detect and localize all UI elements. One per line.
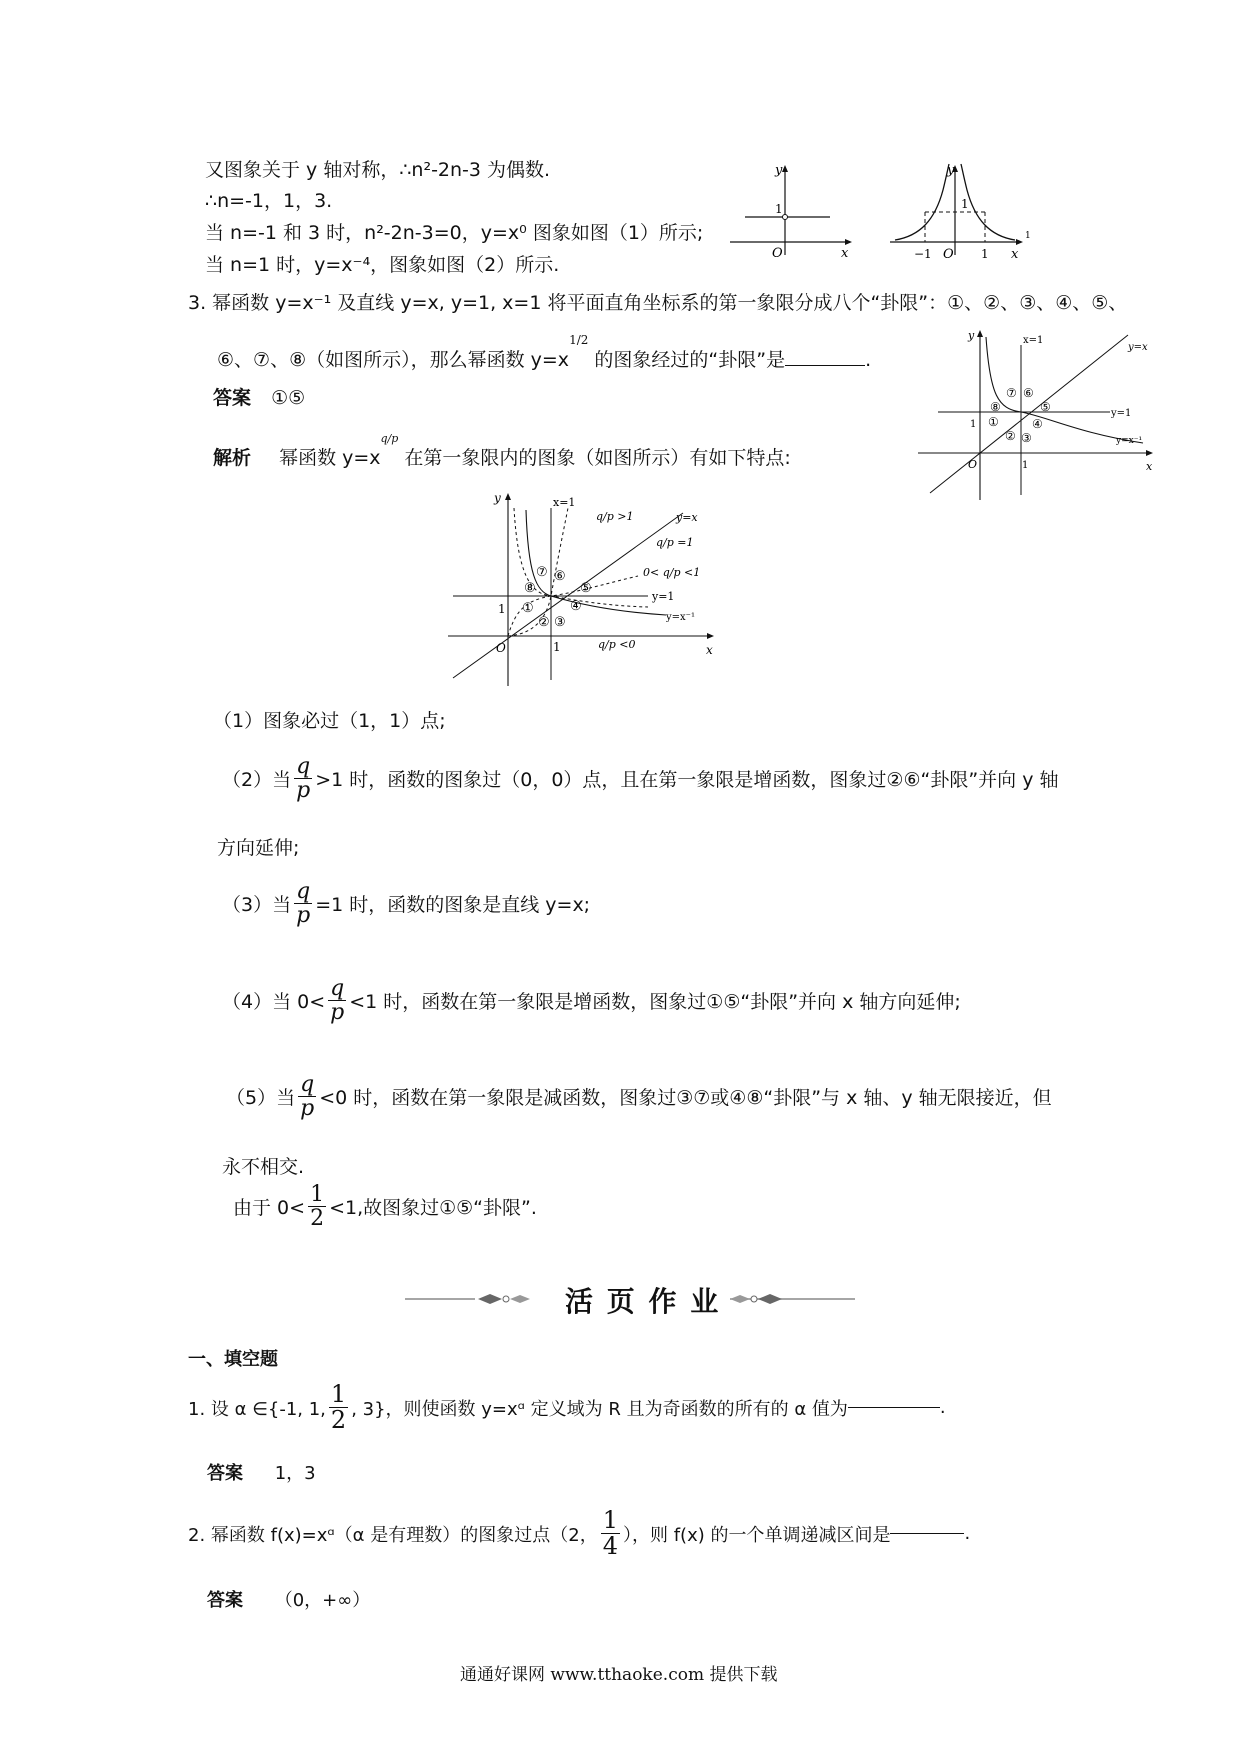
fig2-x-label: x [1011, 247, 1019, 260]
q3-line-2-a: ⑥、⑦、⑧（如图所示），那么幂函数 y=x [217, 349, 570, 371]
exercise-2-answer-value: （0，+∞） [274, 1590, 371, 1611]
exercise-1-answer-blank[interactable] [848, 1407, 940, 1408]
item-5-a: （5）当 [226, 1087, 296, 1110]
item-4-fraction: $\frac{q}{p}$ [330, 976, 345, 1026]
item-6-b: <1,故图象过①⑤“卦限”. [329, 1197, 537, 1220]
q3-analysis-b: 在第一象限内的图象（如图所示）有如下特点: [404, 447, 791, 469]
fig4-case-between: 0< q/p <1 [643, 566, 701, 579]
fig3-region-8: ⑧ [990, 400, 1001, 414]
item-6 [233, 1183, 537, 1230]
item-6-a: 由于 0< [233, 1197, 306, 1220]
fig3-origin: O [968, 458, 978, 471]
page-footer: 通通好课网 www.tthaoke.com 提供下载 [460, 1665, 778, 1685]
fig3-y1-label: y=1 [1111, 408, 1132, 419]
fig4-one-x: 1 [553, 640, 561, 654]
q3-analysis [213, 432, 791, 470]
q3-answer-label: 答案 [213, 387, 252, 409]
item-5 [226, 1073, 1052, 1120]
fig2-edge-mark: 1 [1025, 231, 1031, 241]
q3-analysis-exponent: q/p [380, 432, 399, 445]
fig4-case-gt1: q/p >1 [596, 510, 634, 523]
fig4-region-5: ⑤ [580, 581, 592, 596]
fig1-one: 1 [775, 202, 783, 216]
exercise-2: 2. 幂函数 f(x)=xᵅ（α 是有理数）的图象过点（2， $\frac{1}{4}$ ），则 f(x) 的一个单调递减区间是 . [188, 1506, 971, 1561]
section-banner [400, 1282, 860, 1316]
figure-3-graph [918, 325, 1158, 500]
fig3-x-label: x [1146, 460, 1153, 473]
fig3-x1-label: x=1 [1023, 335, 1044, 346]
fig2-origin: O [943, 247, 954, 260]
exercise-1-fraction: $\frac{1}{2}$ [330, 1380, 347, 1435]
fig3-region-4: ④ [1032, 417, 1043, 431]
exercise-2-b: ），则 f(x) 的一个单调递减区间是 [623, 1524, 891, 1546]
item-2-continued: 方向延伸; [217, 837, 300, 859]
fig4-region-7: ⑦ [536, 565, 548, 580]
fig4-origin: O [496, 641, 506, 655]
q3-answer-blank[interactable] [785, 365, 865, 366]
item-5-fraction: $\frac{q}{p}$ [300, 1072, 315, 1122]
exercise-2-answer [207, 1586, 370, 1612]
q3-line-2-b: 的图象经过的“卦限”是 [594, 349, 786, 371]
exercise-1-answer [207, 1459, 316, 1485]
fig3-region-3: ③ [1021, 431, 1032, 445]
fig4-x-label: x [706, 643, 713, 657]
fig4-case-eq1: q/p =1 [656, 536, 694, 549]
fig3-one-x: 1 [1022, 460, 1029, 471]
item-4-a: （4）当 0< [222, 991, 326, 1014]
fig3-yinv-label: y=x⁻¹ [1116, 436, 1143, 446]
item-5-b: <0 时，函数在第一象限是减函数，图象过③⑦或④⑧“卦限”与 x 轴、y 轴无限接近，但 [319, 1087, 1052, 1110]
intro-line-4: 当 n=1 时，y=x⁻⁴，图象如图（2）所示. [205, 254, 560, 276]
item-2-a: （2）当 [222, 769, 292, 792]
q3-answer [213, 383, 305, 410]
figure-1-graph [725, 160, 860, 260]
fig2-neg-one: −1 [914, 247, 932, 260]
fig4-yinv-label: y=x⁻¹ [666, 612, 695, 623]
q3-analysis-a: 幂函数 y=x [279, 447, 381, 469]
fig3-region-2: ② [1005, 429, 1016, 443]
exercise-1-a: 1. 设 α ∈{-1, 1, [188, 1398, 326, 1420]
item-3-a: （3）当 [222, 894, 292, 917]
fig4-region-1: ① [522, 601, 534, 616]
item-2-b: >1 时，函数的图象过（0，0）点，且在第一象限是增函数，图象过②⑥“卦限”并向 y 轴 [315, 769, 1059, 792]
item-2 [222, 755, 1059, 802]
fig1-y-label: y [775, 163, 783, 178]
intro-line-2: ∴n=-1，1，3. [205, 190, 333, 212]
exercise-1-answer-value: 1，3 [274, 1463, 316, 1484]
fig4-one-y: 1 [498, 602, 506, 616]
q3-answer-value: ①⑤ [271, 387, 306, 409]
item-3-b: =1 时，函数的图象是直线 y=x; [315, 894, 591, 917]
item-1: （1）图象必过（1，1）点; [213, 710, 446, 732]
item-4 [222, 977, 961, 1024]
exercise-1-answer-label: 答案 [207, 1463, 243, 1484]
fig4-region-6: ⑥ [554, 569, 566, 584]
q3-line-1: 3. 幂函数 y=x⁻¹ 及直线 y=x, y=1, x=1 将平面直角坐标系的第一象限分成八个“卦限”：①、②、③、④、⑤、 [188, 292, 1128, 314]
item-3-fraction: $\frac{q}{p}$ [296, 879, 311, 929]
intro-line-3: 当 n=-1 和 3 时，n²-2n-3=0，y=x⁰ 图象如图（1）所示; [205, 222, 704, 244]
q3-analysis-label: 解析 [213, 447, 252, 469]
fig1-origin: O [772, 246, 783, 260]
fig3-region-5: ⑤ [1040, 400, 1051, 414]
figure-2-graph [885, 160, 1035, 260]
exercise-1-b: , 3}，则使函数 y=xᵅ 定义域为 R 且为奇函数的所有的 α 值为 [351, 1398, 848, 1420]
item-4-b: <1 时，函数在第一象限是增函数，图象过①⑤“卦限”并向 x 轴方向延伸; [349, 991, 961, 1014]
intro-line-1: 又图象关于 y 轴对称，∴n²-2n-3 为偶数. [205, 159, 551, 181]
fig4-region-3: ③ [554, 615, 566, 630]
fig1-x-label: x [841, 246, 849, 260]
fig3-region-1: ① [988, 415, 999, 429]
fig4-y1-label: y=1 [652, 590, 675, 603]
item-6-fraction: $\frac{1}{2}$ [310, 1182, 325, 1232]
q3-line-2: ⑥、⑦、⑧（如图所示），那么幂函数 $y=x^{1/2}$ 的图象经过的“卦限”是 . [217, 333, 872, 371]
section-subtitle: 一、填空题 [188, 1349, 278, 1370]
fig4-region-2: ② [538, 615, 550, 630]
fig3-yx-label: y=x [1128, 342, 1148, 353]
q3-exponent: 1/2 [569, 333, 589, 347]
fig2-y-label: y [947, 163, 955, 178]
item-5-continued: 永不相交. [222, 1156, 305, 1178]
exercise-2-fraction: $\frac{1}{4}$ [602, 1506, 618, 1561]
fig4-x1-label: x=1 [553, 496, 576, 509]
item-2-fraction: $\frac{q}{p}$ [296, 754, 311, 804]
fig3-y-label: y [968, 329, 975, 342]
section-title: 活 页 作 业 [565, 1285, 721, 1318]
item-3 [222, 880, 590, 927]
fig4-y-label: y [494, 491, 501, 505]
fig4-case-lt0: q/p <0 [598, 638, 636, 651]
fig2-one-y: 1 [961, 197, 969, 211]
exercise-2-answer-blank[interactable] [890, 1533, 964, 1534]
exercise-2-answer-label: 答案 [207, 1590, 243, 1611]
fig3-region-6: ⑥ [1023, 386, 1034, 400]
fig4-yx-label: y=x [676, 511, 698, 524]
exercise-2-a: 2. 幂函数 f(x)=xᵅ（α 是有理数）的图象过点（2， [188, 1524, 598, 1546]
exercise-1: 1. 设 α ∈{-1, 1, $\frac{1}{2}$ , 3}，则使函数 y=xᵅ 定义域为 R 且为奇函数的所有的 α 值为 . [188, 1380, 946, 1435]
figure-4-graph [448, 488, 718, 688]
fig4-region-4: ④ [570, 599, 582, 614]
fig4-region-8: ⑧ [524, 581, 536, 596]
fig2-one-x: 1 [981, 247, 989, 260]
fig3-one-y: 1 [970, 419, 977, 430]
fig3-region-7: ⑦ [1006, 386, 1017, 400]
